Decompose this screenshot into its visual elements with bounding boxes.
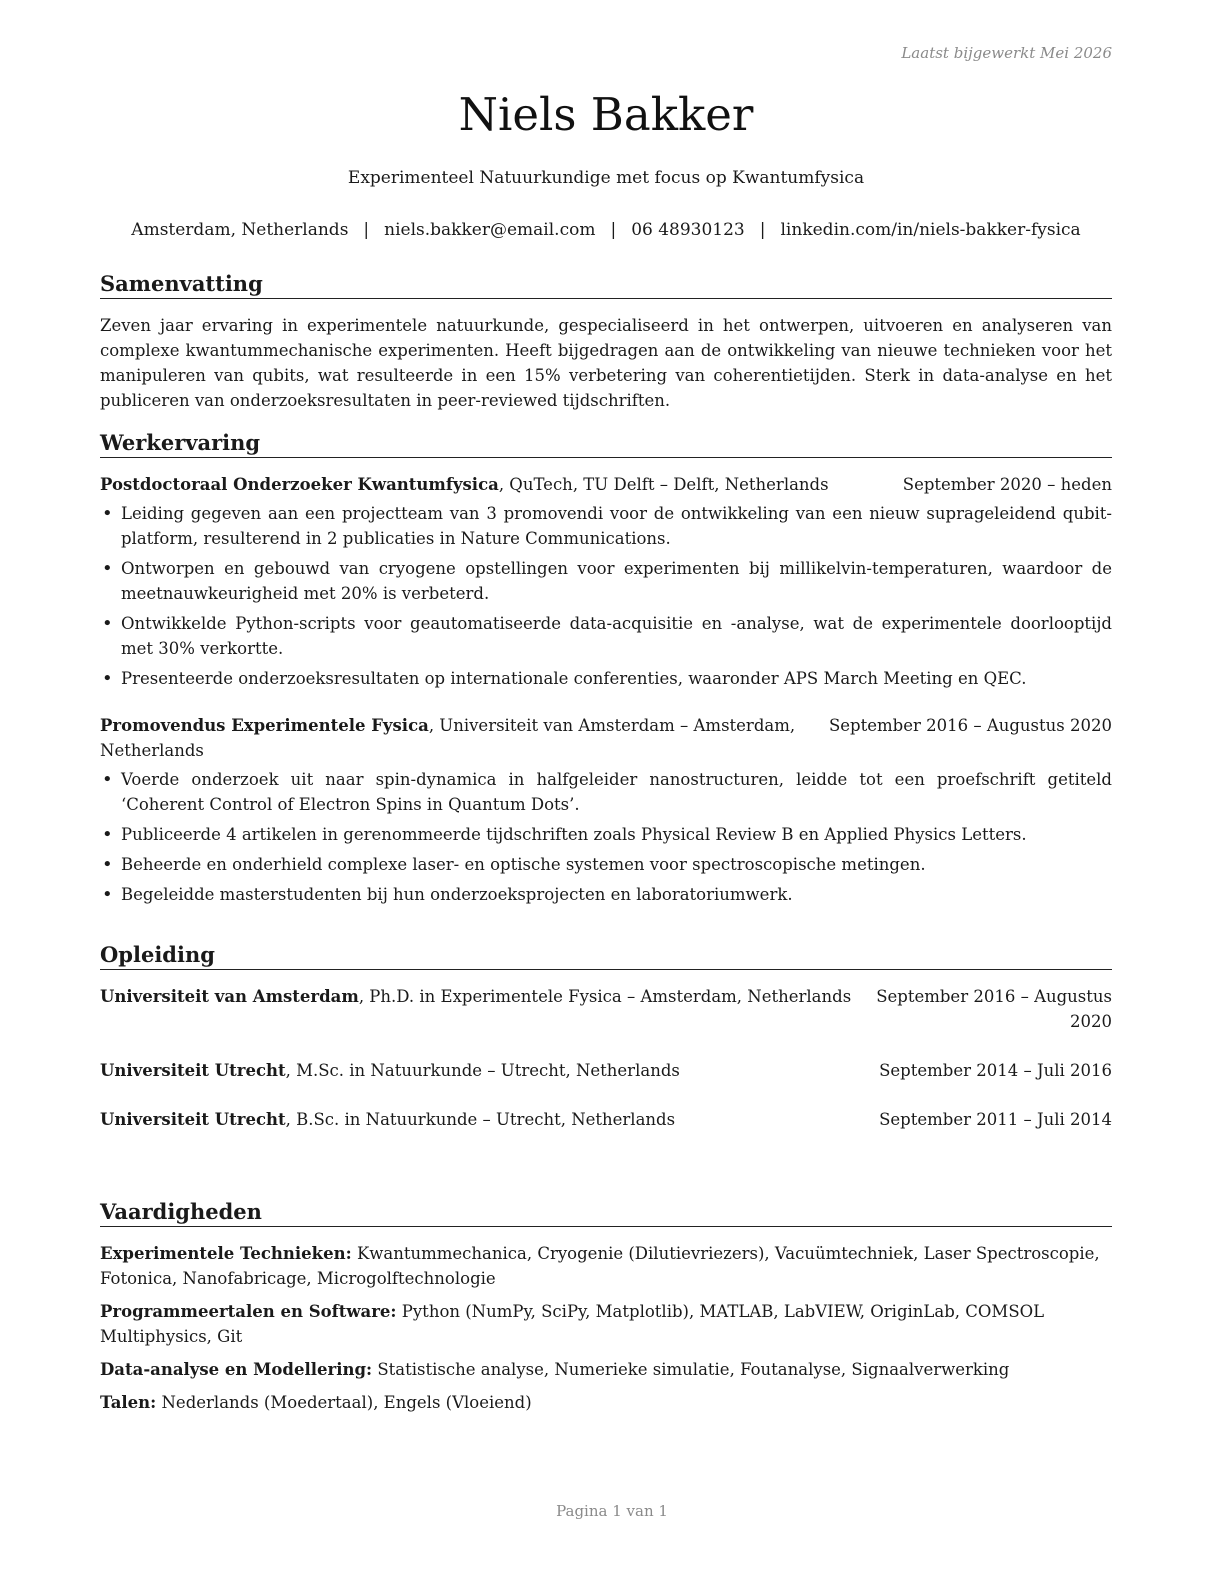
education-school: Universiteit Utrecht xyxy=(100,1110,286,1129)
skill-value: Python (NumPy, SciPy, Matplotlib), MATLAB, LabVIEW, OriginLab, COMSOL Multiphysics, Git xyxy=(100,1302,1045,1346)
education-dates: September 2016 – Augustus 2020 xyxy=(876,987,1112,1031)
skill-row xyxy=(100,1390,1112,1415)
experience-section xyxy=(100,430,1112,912)
education-school: Universiteit Utrecht xyxy=(100,1061,286,1080)
candidate-name: Niels Bakker xyxy=(458,88,754,141)
list-item: • Publiceerde 4 artikelen in gerenommeerde tijdschriften zoals Physical Review B en Applied Physics Letters. xyxy=(100,822,1112,847)
list-item: • Leiding gegeven aan een projectteam van 3 promovendi voor de ontwikkeling van een nieuw suprageleidend qubit-platform, resulterend in 2 publicaties in Nature Communications. xyxy=(100,501,1112,551)
list-item: • Voerde onderzoek uit naar spin-dynamica in halfgeleider nanostructuren, leidde tot een proefschrift getiteld ‘Coherent Control of Electron Spins in Quantum Dots’. xyxy=(100,767,1112,817)
skill-label: Data-analyse en Modellering: xyxy=(100,1360,373,1379)
contact-linkedin[interactable]: linkedin.com/in/niels-bakker-fysica xyxy=(780,220,1081,240)
job-entry xyxy=(100,472,1112,691)
contact-separator: | xyxy=(610,220,617,240)
education-detail: , M.Sc. in Natuurkunde – Utrecht, Netherlands xyxy=(285,1061,680,1080)
education-dates: September 2011 – Juli 2014 xyxy=(879,1110,1112,1129)
job-header xyxy=(100,472,1112,497)
contact-location: Amsterdam, Netherlands xyxy=(131,220,349,240)
education-entry xyxy=(100,1058,1112,1083)
education-detail: , Ph.D. in Experimentele Fysica – Amsterdam, Netherlands xyxy=(358,987,852,1006)
job-bullets xyxy=(100,501,1112,691)
list-item: • Beheerde en onderhield complexe laser- en optische systemen voor spectroscopische metingen. xyxy=(100,852,1112,877)
education-dates: September 2014 – Juli 2016 xyxy=(879,1061,1112,1080)
skill-row xyxy=(100,1299,1112,1349)
job-bullets xyxy=(100,767,1112,907)
education-entry xyxy=(100,1107,1112,1132)
contact-phone: 06 48930123 xyxy=(631,220,745,240)
list-item: • Presenteerde onderzoeksresultaten op internationale conferenties, waaronder APS March Meeting en QEC. xyxy=(100,666,1112,691)
skills-section xyxy=(100,1199,1112,1423)
job-dates: September 2020 – heden xyxy=(902,475,1112,494)
headline: Experimenteel Natuurkundige met focus op Kwantumfysica xyxy=(347,168,865,188)
skill-value: Kwantummechanica, Cryogenie (Dilutievriezers), Vacuümtechniek, Laser Spectroscopie, Fotonica, Nanofabricage, Microgolftechnologie xyxy=(100,1244,1100,1288)
list-item: • Ontworpen en gebouwd van cryogene opstellingen voor experimenten bij millikelvin-temperaturen, waardoor de meetnauwkeurigheid met 20% is verbeterd. xyxy=(100,556,1112,606)
job-role: Promovendus Experimentele Fysica xyxy=(100,716,429,735)
education-entry xyxy=(100,984,1112,1034)
section-title: Werkervaring xyxy=(100,430,1112,458)
education-school: Universiteit van Amsterdam xyxy=(100,987,359,1006)
education-detail: , B.Sc. in Natuurkunde – Utrecht, Netherlands xyxy=(285,1110,676,1129)
job-dates: September 2016 – Augustus 2020 xyxy=(828,716,1112,735)
list-item: • Ontwikkelde Python-scripts voor geautomatiseerde data-acquisitie en -analyse, wat de experimentele doorlooptijd met 30% verkortte. xyxy=(100,611,1112,661)
skill-label: Programmeertalen en Software: xyxy=(100,1302,397,1321)
job-org: , QuTech, TU Delft – Delft, Netherlands xyxy=(498,475,829,494)
job-header xyxy=(100,713,1112,763)
section-title: Opleiding xyxy=(100,942,1112,970)
job-role: Postdoctoraal Onderzoeker Kwantumfysica xyxy=(100,475,499,494)
summary-section xyxy=(100,271,1112,413)
education-section xyxy=(100,942,1112,1132)
job-org: , Universiteit van Amsterdam – Amsterdam, Netherlands xyxy=(100,716,796,760)
list-item: • Begeleidde masterstudenten bij hun onderzoeksprojecten en laboratoriumwerk. xyxy=(100,882,1112,907)
section-title: Vaardigheden xyxy=(100,1199,1112,1227)
skill-label: Talen: xyxy=(100,1393,157,1412)
skill-row xyxy=(100,1357,1112,1382)
skill-value: Statistische analyse, Numerieke simulatie, Foutanalyse, Signaalverwerking xyxy=(372,1360,1010,1379)
section-title: Samenvatting xyxy=(100,271,1112,299)
contact-separator: | xyxy=(759,220,766,240)
job-entry xyxy=(100,713,1112,907)
contact-email[interactable]: niels.bakker@email.com xyxy=(384,220,596,240)
page-number: Pagina 1 van 1 xyxy=(556,1502,668,1520)
skill-label: Experimentele Technieken: xyxy=(100,1244,352,1263)
contact-line xyxy=(100,220,1112,240)
skill-row xyxy=(100,1241,1112,1291)
last-updated: Laatst bijgewerkt Mei 2026 xyxy=(901,44,1112,62)
contact-separator: | xyxy=(363,220,370,240)
summary-text: Zeven jaar ervaring in experimentele natuurkunde, gespecialiseerd in het ontwerpen, uitvoeren en analyseren van complexe kwantummechanische experimenten. Heeft bijgedragen aan de ontwikkeling van nieuwe technieken voor het manipuleren van qubits, wat resulteerde in een 15% verbetering van coherentietijden. Sterk in data-analyse en het publiceren van onderzoeksresultaten in peer-reviewed tijdschriften. xyxy=(100,316,1112,410)
skill-value: Nederlands (Moedertaal), Engels (Vloeiend) xyxy=(156,1393,532,1412)
